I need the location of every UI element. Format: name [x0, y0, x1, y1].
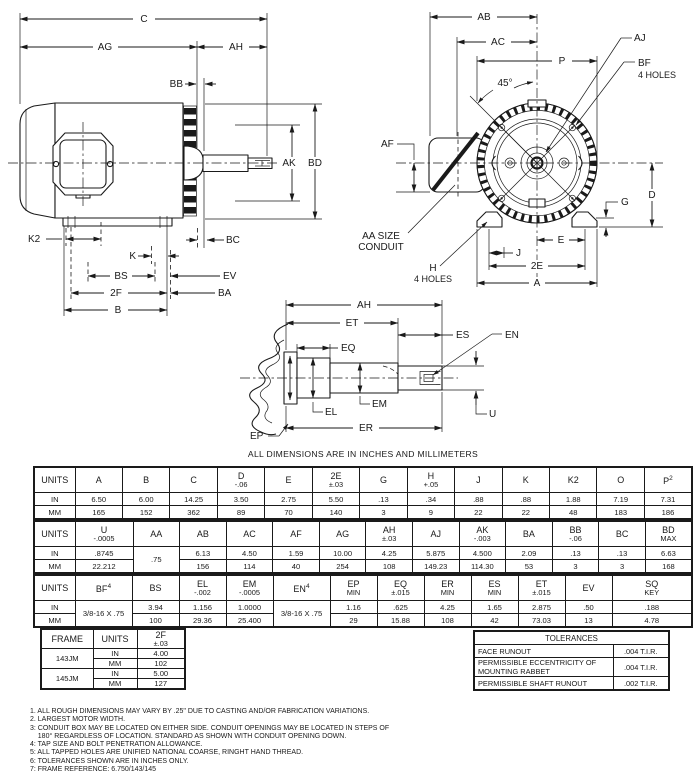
value-cell: 15.88 [377, 614, 424, 628]
dim-label-er: ER [359, 423, 373, 434]
row-label: MM [93, 659, 137, 669]
value-cell: 73.03 [518, 614, 565, 628]
value-cell: 3 [552, 560, 599, 574]
dimensions-note-title: ALL DIMENSIONS ARE IN INCHES AND MILLIMETERS [247, 449, 479, 459]
value-cell: 3 [360, 506, 407, 520]
col-header-a: A [75, 467, 122, 493]
col-header-b: B [122, 467, 169, 493]
value-cell: 10.00 [319, 547, 366, 560]
value-cell: 1.59 [273, 547, 320, 560]
value-cell: 29.36 [179, 614, 226, 628]
value-cell: 108 [424, 614, 471, 628]
col-header-eq: EQ ±.015 [377, 575, 424, 601]
value-cell: 53 [506, 560, 553, 574]
value-cell: 70 [265, 506, 312, 520]
col-header-p: $P^2$ [644, 467, 692, 493]
value-cell: .88 [455, 493, 502, 506]
value-cell: 165 [75, 506, 122, 520]
dim-label-e: E [557, 235, 565, 246]
value-cell: .75 [133, 547, 180, 574]
units-header: UNITS [34, 521, 75, 547]
col-header-u: U -.0005 [75, 521, 133, 547]
value-cell: 127 [137, 679, 185, 690]
tolerance-label: FACE RUNOUT [474, 645, 613, 658]
col-header-c: C [170, 467, 217, 493]
footnote-line: 3: CONDUIT BOX MAY BE LOCATED ON EITHER SIDE. CONDUIT OPENINGS MAY BE LOCATED IN STEPS OF [30, 724, 390, 732]
value-cell: 156 [180, 560, 227, 574]
value-cell: 1.156 [179, 601, 226, 614]
value-cell: 114.30 [459, 560, 506, 574]
footnote-line: 7: FRAME REFERENCE: 6.750/143/145 [30, 766, 157, 774]
value-cell: 6.63 [645, 547, 692, 560]
units-header: UNITS [93, 629, 137, 649]
dim-label-bc: BC [226, 235, 240, 246]
value-cell: 2.875 [518, 601, 565, 614]
value-cell: 4.25 [366, 547, 413, 560]
col-header-k2: K2 [550, 467, 597, 493]
row-label: IN [93, 649, 137, 659]
value-cell: 9 [407, 506, 454, 520]
tolerance-value: .002 T.I.R. [613, 677, 669, 691]
value-cell: 7.31 [644, 493, 692, 506]
value-cell: 186 [644, 506, 692, 520]
col-header-ep: EP MIN [330, 575, 377, 601]
footnote-line: 1. ALL ROUGH DIMENSIONS MAY VARY BY .25" DUE TO CASTING AND/OR FABRICATION VARIATIONS. [30, 708, 370, 715]
col-header-ab: AB [180, 521, 227, 547]
h-holes-label: 4 HOLES [413, 274, 453, 284]
tolerance-value: .004 T.I.R. [613, 658, 669, 677]
value-cell: 362 [170, 506, 217, 520]
value-cell: 254 [319, 560, 366, 574]
value-cell: 1.0000 [226, 601, 273, 614]
value-cell: 114 [226, 560, 273, 574]
value-cell: 4.50 [226, 547, 273, 560]
shaft-detail-view [240, 299, 519, 442]
value-cell: 48 [550, 506, 597, 520]
dim-label-k: K [129, 251, 136, 262]
dim-label-ev: EV [223, 271, 237, 282]
col-header-j: J [455, 467, 502, 493]
row-label: MM [34, 614, 75, 628]
col-header-bs: BS [132, 575, 179, 601]
value-cell: .50 [565, 601, 612, 614]
value-cell: 3/8-16 X .75 [75, 601, 132, 628]
dim-label-p: P [558, 56, 566, 67]
row-label: IN [93, 669, 137, 679]
tolerance-label: PERMISSIBLE SHAFT RUNOUT [474, 677, 613, 691]
value-cell: 22 [455, 506, 502, 520]
value-cell: 4.500 [459, 547, 506, 560]
aa-conduit-label-line1: AA SIZE [362, 231, 400, 242]
dim-label-en: EN [505, 330, 519, 341]
value-cell: 4.00 [137, 649, 185, 659]
dim-label-ah-side: AH [229, 42, 243, 53]
dim-label-c: C [140, 14, 148, 25]
dim-label-h: H [429, 263, 437, 274]
footnote-line: 2. LARGEST MOTOR WIDTH. [30, 716, 126, 724]
value-cell: 2.75 [265, 493, 312, 506]
col-header-es: ES MIN [471, 575, 518, 601]
col-header-bb: BB -.06 [552, 521, 599, 547]
value-cell: 3.94 [132, 601, 179, 614]
value-cell: 152 [122, 506, 169, 520]
row-label: MM [93, 679, 137, 690]
value-cell: 29 [330, 614, 377, 628]
dimension-table-3 [33, 574, 693, 628]
dim-label-g: G [621, 197, 629, 208]
dim-label-ba: BA [218, 288, 232, 299]
value-cell: 140 [312, 506, 359, 520]
value-cell: 100 [132, 614, 179, 628]
dim-label-af: AF [381, 139, 394, 150]
value-cell: 13 [565, 614, 612, 628]
dim-label-es: ES [456, 330, 470, 341]
frame-cell: 145JM [41, 669, 93, 690]
col-header-d: D -.06 [217, 467, 264, 493]
dim-label-u: U [489, 409, 497, 420]
col-header-2e: 2E ±.03 [312, 467, 359, 493]
col-header-2f: 2F ±.03 [137, 629, 185, 649]
dim-label-a: A [533, 278, 541, 289]
col-header-el: EL -.002 [179, 575, 226, 601]
dim-label-2f: 2F [110, 288, 122, 299]
tolerances-table [473, 630, 670, 691]
value-cell: 1.16 [330, 601, 377, 614]
value-cell: 14.25 [170, 493, 217, 506]
col-header-ah: AH ±.03 [366, 521, 413, 547]
value-cell: 3.50 [217, 493, 264, 506]
footnote-line: 5: ALL TAPPED HOLES ARE UNIFIED NATIONAL COARSE, RINGHT HAND THREAD. [30, 749, 304, 757]
value-cell: 102 [137, 659, 185, 669]
col-header-h: H +.05 [407, 467, 454, 493]
dim-label-ep: EP [250, 431, 264, 442]
frame-cell: 143JM [41, 649, 93, 669]
dim-label-bb: BB [169, 79, 183, 90]
value-cell: 5.00 [137, 669, 185, 679]
frame-header: FRAME [41, 629, 93, 649]
value-cell: 40 [273, 560, 320, 574]
value-cell: .625 [377, 601, 424, 614]
dim-label-bd: BD [308, 158, 322, 169]
value-cell: 3 [599, 560, 646, 574]
value-cell: 6.13 [180, 547, 227, 560]
aa-conduit-label-line2: CONDUIT [358, 242, 404, 253]
tolerance-label: PERMISSIBLE ECCENTRICITY OF MOUNTING RABBET [474, 658, 613, 677]
dim-label-2e: 2E [530, 261, 544, 272]
dim-label-aj: AJ [634, 33, 646, 44]
value-cell: 4.25 [424, 601, 471, 614]
row-label: IN [34, 493, 75, 506]
dim-label-em: EM [372, 399, 387, 410]
value-cell: .13 [360, 493, 407, 506]
dim-label-ab: AB [477, 12, 491, 23]
col-header-ag: AG [319, 521, 366, 547]
value-cell: .8745 [75, 547, 133, 560]
angle-label-45: 45° [497, 78, 513, 89]
dim-label-bs: BS [114, 271, 128, 282]
col-header-ak: AK -.003 [459, 521, 506, 547]
dim-label-ah-shaft: AH [357, 300, 371, 311]
value-cell: 42 [471, 614, 518, 628]
dim-label-ac: AC [491, 37, 505, 48]
dim-label-et: ET [345, 318, 359, 329]
footnotes [30, 708, 389, 774]
col-header-aj: AJ [412, 521, 459, 547]
col-header-bc: BC [599, 521, 646, 547]
dim-label-el: EL [325, 407, 338, 418]
col-header-bd: BD MAX [645, 521, 692, 547]
value-cell: 149.23 [412, 560, 459, 574]
col-header-af: AF [273, 521, 320, 547]
dim-label-b: B [114, 305, 122, 316]
value-cell: 5.875 [412, 547, 459, 560]
value-cell: .188 [612, 601, 692, 614]
col-header-et: ET ±.015 [518, 575, 565, 601]
motor-side-view [8, 13, 327, 316]
footnote-line: 4: TAP SIZE AND BOLT PENETRATION ALLOWANCE. [30, 741, 203, 749]
dim-label-k2: K2 [28, 234, 41, 245]
col-header-sq: SQ KEY [612, 575, 692, 601]
footnote-line: 180° REGARDLESS OF LOCATION. STANDARD AS SHOWN WITH CONDUIT OPENING DOWN. [30, 732, 347, 740]
row-label: IN [34, 547, 75, 560]
dim-label-eq: EQ [341, 343, 356, 354]
value-cell: 3/8-16 X .75 [273, 601, 330, 628]
value-cell: 1.65 [471, 601, 518, 614]
value-cell: 25.400 [226, 614, 273, 628]
value-cell: 89 [217, 506, 264, 520]
col-header-g: G [360, 467, 407, 493]
bf-holes-label: 4 HOLES [638, 70, 677, 80]
col-header-er: ER MIN [424, 575, 471, 601]
tolerances-title: TOLERANCES [474, 631, 669, 645]
row-label: MM [34, 506, 75, 520]
value-cell: 1.88 [550, 493, 597, 506]
value-cell: 6.50 [75, 493, 122, 506]
value-cell: 168 [645, 560, 692, 574]
col-header-en: $EN^4$ [273, 575, 330, 601]
row-label: MM [34, 560, 75, 574]
dimension-table-1 [33, 466, 693, 520]
motor-front-view [358, 11, 676, 289]
value-cell: .88 [502, 493, 549, 506]
value-cell: 183 [597, 506, 644, 520]
dim-label-ag: AG [97, 42, 113, 53]
value-cell: 4.78 [612, 614, 692, 628]
dimension-table-2 [33, 520, 693, 574]
tolerance-value: .004 T.I.R. [613, 645, 669, 658]
col-header-aa: AA [133, 521, 180, 547]
units-header: UNITS [34, 467, 75, 493]
frame-table [40, 628, 186, 690]
value-cell: 7.19 [597, 493, 644, 506]
value-cell: 5.50 [312, 493, 359, 506]
value-cell: .13 [552, 547, 599, 560]
row-label: IN [34, 601, 75, 614]
value-cell: 2.09 [506, 547, 553, 560]
col-header-e: E [265, 467, 312, 493]
value-cell: .13 [599, 547, 646, 560]
value-cell: 22.212 [75, 560, 133, 574]
dim-label-bf: BF [638, 58, 651, 69]
dim-label-ak: AK [282, 158, 296, 169]
dim-label-d: D [648, 190, 656, 201]
value-cell: 6.00 [122, 493, 169, 506]
col-header-o: O [597, 467, 644, 493]
col-header-bf: $BF^4$ [75, 575, 132, 601]
col-header-ba: BA [506, 521, 553, 547]
value-cell: .34 [407, 493, 454, 506]
footnote-line: 6: TOLERANCES SHOWN ARE IN INCHES ONLY. [30, 757, 189, 765]
units-header: UNITS [34, 575, 75, 601]
col-header-k: K [502, 467, 549, 493]
value-cell: 108 [366, 560, 413, 574]
value-cell: 22 [502, 506, 549, 520]
col-header-em: EM -.0005 [226, 575, 273, 601]
dim-label-j: J [516, 248, 521, 259]
col-header-ac: AC [226, 521, 273, 547]
col-header-ev: EV [565, 575, 612, 601]
